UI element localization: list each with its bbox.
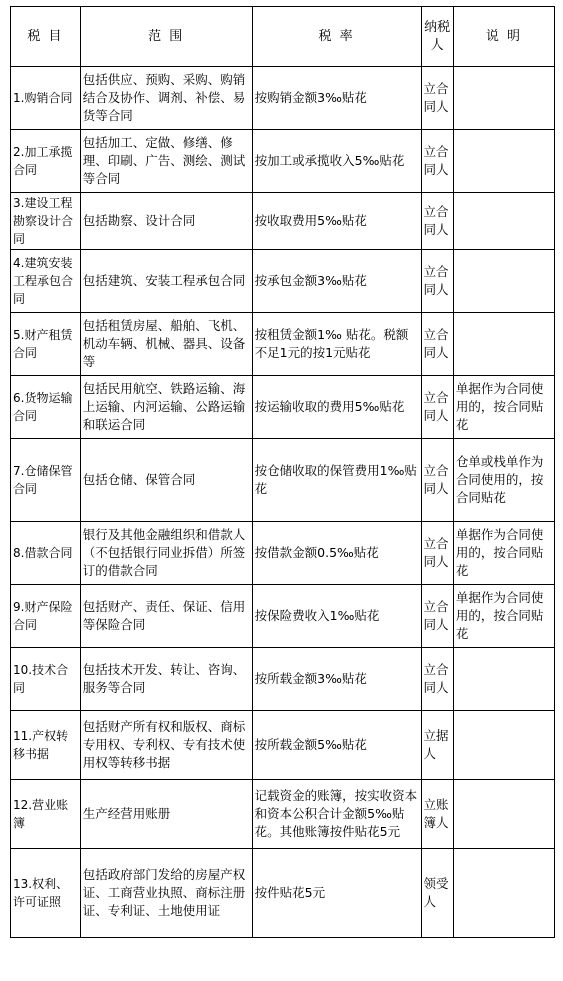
table-row bbox=[11, 439, 555, 522]
cell-scope: 包括技术开发、转让、咨询、服务等合同 bbox=[80, 648, 252, 711]
cell-rate: 按承包金额3‰贴花 bbox=[252, 250, 421, 313]
cell-note bbox=[453, 849, 554, 938]
cell-item: 13.权利、许可证照 bbox=[11, 849, 81, 938]
cell-payer: 立合同人 bbox=[421, 522, 453, 585]
cell-item: 11.产权转移书据 bbox=[11, 711, 81, 780]
table-row bbox=[11, 67, 555, 130]
cell-rate: 按仓储收取的保管费用1‰贴花 bbox=[252, 439, 421, 522]
table-row bbox=[11, 849, 555, 938]
table-row bbox=[11, 313, 555, 376]
cell-scope: 生产经营用账册 bbox=[80, 780, 252, 849]
cell-note: 单据作为合同使用的，按合同贴花 bbox=[453, 376, 554, 439]
cell-scope: 包括加工、定做、修缮、修理、印刷、广告、测绘、测试等合同 bbox=[80, 130, 252, 193]
cell-item: 7.仓储保管合同 bbox=[11, 439, 81, 522]
cell-payer: 立合同人 bbox=[421, 193, 453, 250]
cell-note bbox=[453, 313, 554, 376]
table-row bbox=[11, 250, 555, 313]
table-row bbox=[11, 780, 555, 849]
cell-payer: 立合同人 bbox=[421, 439, 453, 522]
cell-note bbox=[453, 130, 554, 193]
cell-payer: 立合同人 bbox=[421, 67, 453, 130]
cell-rate: 按所载金额5‰贴花 bbox=[252, 711, 421, 780]
cell-scope: 包括民用航空、铁路运输、海上运输、内河运输、公路运输和联运合同 bbox=[80, 376, 252, 439]
cell-scope: 包括财产、责任、保证、信用等保险合同 bbox=[80, 585, 252, 648]
cell-item: 3.建设工程勘察设计合同 bbox=[11, 193, 81, 250]
cell-scope: 银行及其他金融组织和借款人（不包括银行同业拆借）所签订的借款合同 bbox=[80, 522, 252, 585]
header-payer: 纳税人 bbox=[421, 7, 453, 67]
cell-note bbox=[453, 648, 554, 711]
cell-item: 1.购销合同 bbox=[11, 67, 81, 130]
table-header-row bbox=[11, 7, 555, 67]
table-row bbox=[11, 193, 555, 250]
cell-rate: 按租赁金额1‰ 贴花。税额不足1元的按1元贴花 bbox=[252, 313, 421, 376]
table-row bbox=[11, 711, 555, 780]
cell-note bbox=[453, 711, 554, 780]
header-rate: 税 率 bbox=[252, 7, 421, 67]
cell-rate: 记载资金的账簿，按实收资本和资本公积合计金额5‰贴花。其他账簿按件贴花5元 bbox=[252, 780, 421, 849]
cell-rate: 按收取费用5‰贴花 bbox=[252, 193, 421, 250]
cell-payer: 立合同人 bbox=[421, 648, 453, 711]
cell-rate: 按所载金额3‰贴花 bbox=[252, 648, 421, 711]
table-row bbox=[11, 130, 555, 193]
cell-rate: 按购销金额3‰贴花 bbox=[252, 67, 421, 130]
header-note: 说 明 bbox=[453, 7, 554, 67]
cell-note: 仓单或栈单作为合同使用的，按合同贴花 bbox=[453, 439, 554, 522]
cell-item: 12.营业账簿 bbox=[11, 780, 81, 849]
cell-item: 6.货物运输合同 bbox=[11, 376, 81, 439]
cell-note bbox=[453, 67, 554, 130]
cell-item: 2.加工承揽合同 bbox=[11, 130, 81, 193]
cell-item: 10.技术合同 bbox=[11, 648, 81, 711]
table-row bbox=[11, 648, 555, 711]
cell-rate: 按加工或承揽收入5‰贴花 bbox=[252, 130, 421, 193]
cell-scope: 包括财产所有权和版权、商标专用权、专利权、专有技术使用权等转移书据 bbox=[80, 711, 252, 780]
cell-note bbox=[453, 780, 554, 849]
cell-item: 5.财产租赁合同 bbox=[11, 313, 81, 376]
cell-scope: 包括租赁房屋、船舶、飞机、机动车辆、机械、器具、设备等 bbox=[80, 313, 252, 376]
cell-payer: 立合同人 bbox=[421, 376, 453, 439]
cell-payer: 立合同人 bbox=[421, 313, 453, 376]
cell-scope: 包括建筑、安装工程承包合同 bbox=[80, 250, 252, 313]
cell-note bbox=[453, 193, 554, 250]
cell-rate: 按保险费收入1‰贴花 bbox=[252, 585, 421, 648]
cell-note: 单据作为合同使用的，按合同贴花 bbox=[453, 522, 554, 585]
table-row bbox=[11, 522, 555, 585]
cell-note bbox=[453, 250, 554, 313]
cell-payer: 立据人 bbox=[421, 711, 453, 780]
table-row bbox=[11, 376, 555, 439]
cell-scope: 包括勘察、设计合同 bbox=[80, 193, 252, 250]
cell-payer: 立合同人 bbox=[421, 130, 453, 193]
cell-scope: 包括供应、预购、采购、购销结合及协作、调剂、补偿、易货等合同 bbox=[80, 67, 252, 130]
cell-note: 单据作为合同使用的，按合同贴花 bbox=[453, 585, 554, 648]
cell-rate: 按运输收取的费用5‰贴花 bbox=[252, 376, 421, 439]
cell-payer: 立合同人 bbox=[421, 250, 453, 313]
cell-payer: 立合同人 bbox=[421, 585, 453, 648]
cell-scope: 包括政府部门发给的房屋产权证、工商营业执照、商标注册证、专利证、土地使用证 bbox=[80, 849, 252, 938]
cell-item: 4.建筑安装工程承包合同 bbox=[11, 250, 81, 313]
cell-payer: 领受人 bbox=[421, 849, 453, 938]
cell-item: 8.借款合同 bbox=[11, 522, 81, 585]
header-item: 税 目 bbox=[11, 7, 81, 67]
cell-rate: 按件贴花5元 bbox=[252, 849, 421, 938]
cell-item: 9.财产保险合同 bbox=[11, 585, 81, 648]
stamp-tax-table bbox=[10, 6, 555, 938]
header-scope: 范 围 bbox=[80, 7, 252, 67]
cell-scope: 包括仓储、保管合同 bbox=[80, 439, 252, 522]
table-row bbox=[11, 585, 555, 648]
cell-payer: 立账簿人 bbox=[421, 780, 453, 849]
cell-rate: 按借款金额0.5‰贴花 bbox=[252, 522, 421, 585]
